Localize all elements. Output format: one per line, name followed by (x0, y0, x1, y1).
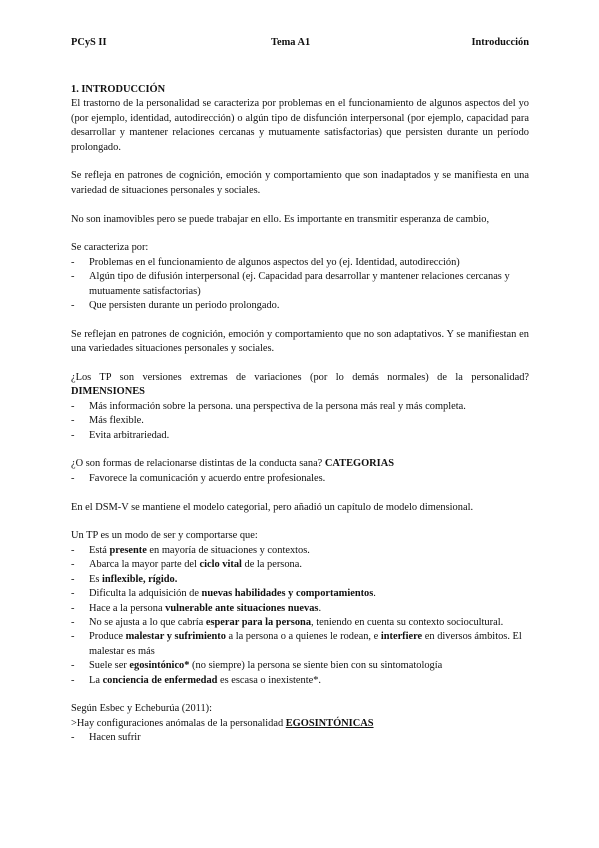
esbec-list (71, 731, 529, 745)
categories-tag: CATEGORIAS (324, 458, 395, 470)
paragraph-reflect: Se reflejan en patrones de cognición, emoción y comportamiento que no son adaptativos. Y se manifiestan en una variedades situaciones personales y sociales. (71, 328, 529, 355)
header-course: PCyS II (71, 37, 107, 48)
list-item: - Es inflexible, rígido. (71, 573, 529, 587)
list-item: - Problemas en el funcionamiento de algunos aspectos del yo (ej. Identidad, autodirección) (71, 256, 529, 270)
characteristics-list (71, 256, 529, 314)
paragraph-patterns: Se refleja en patrones de cognición, emoción y comportamiento que son inadaptados y se manifiesta en una variedad de situaciones personales y sociales. (71, 170, 529, 196)
list-item: - Evita arbitrariedad. (71, 429, 529, 443)
esbec-configurations: >Hay configuraciones anómalas de la personalidad EGOSINTÓNICAS (71, 717, 374, 729)
egosintonicas-tag: EGOSINTÓNICAS (285, 717, 374, 729)
page-header (71, 37, 529, 51)
paragraph-characterized: Se caracteriza por: (71, 242, 149, 254)
list-item: - La conciencia de enfermedad es escasa o inexistente*. (71, 674, 529, 688)
section-title: 1. INTRODUCCIÓN (71, 84, 166, 95)
list-item: - Dificulta la adquisición de nuevas habilidades y comportamientos. (71, 587, 529, 601)
list-item: - Hace a la persona vulnerable ante situaciones nuevas. (71, 602, 529, 616)
tp-intro: Un TP es un modo de ser y comportarse que: (71, 530, 258, 542)
list-item: - Está presente en mayoría de situaciones y contextos. (71, 544, 529, 558)
paragraph-dsm: En el DSM-V se mantiene el modelo categorial, pero añadió un capítulo de modelo dimensional. (71, 501, 474, 513)
tp-list (71, 544, 529, 688)
esbec-citation: Según Esbec y Echeburúa (2011): (71, 703, 212, 715)
list-item: - Más información sobre la persona. una perspectiva de la persona más real y más completa. (71, 400, 529, 414)
list-item: - Más flexible. (71, 414, 529, 428)
paragraph-hope: No son inamovibles pero se puede trabajar en ello. Es importante en transmitir esperanza de cambio, (71, 213, 490, 225)
list-item: - Abarca la mayor parte del ciclo vital de la persona. (71, 558, 529, 572)
dimensions-list (71, 400, 529, 443)
list-item: - Que persisten durante un periodo prolongado. (71, 299, 529, 313)
header-topic: Tema A1 (271, 37, 311, 48)
document-body (71, 83, 529, 746)
list-item: - Produce malestar y sufrimiento a la persona o a quienes le rodean, e interfiere en diversos ámbitos. El malestar es más (71, 630, 529, 659)
categories-list (71, 472, 529, 486)
list-item: - Algún tipo de difusión interpersonal (ej. Capacidad para desarrollar y mantener relaciones cercanas y mutuamente satisfactorias) (71, 270, 529, 299)
dimensions-tag: DIMENSIONES (71, 386, 145, 398)
paragraph-definition: El trastorno de la personalidad se caracteriza por problemas en el funcionamiento de algunos aspectos del yo (por ejemplo, identidad, autodirección) o algún tipo de disfunción interpersonal (por ejemplo, capacidad para desarrollar y mantener relaciones cercanas y mutuamente satisfactorias) que persisten durante un período prolongado. (71, 98, 529, 153)
header-section: Introducción (471, 37, 529, 48)
list-item: - No se ajusta a lo que cabría esperar para la persona, teniendo en cuenta su contexto sociocultural. (71, 616, 529, 630)
question-categories: ¿O son formas de relacionarse distintas de la conducta sana? CATEGORIAS (71, 458, 395, 470)
question-dimensions: ¿Los TP son versiones extremas de variaciones (por lo demás normales) de la personalidad? DIMENSIONES (71, 372, 529, 398)
list-item: - Suele ser egosintónico* (no siempre) la persona se siente bien con su sintomatología (71, 659, 529, 673)
list-item: - Favorece la comunicación y acuerdo entre profesionales. (71, 472, 529, 486)
list-item: - Hacen sufrir (71, 731, 529, 745)
